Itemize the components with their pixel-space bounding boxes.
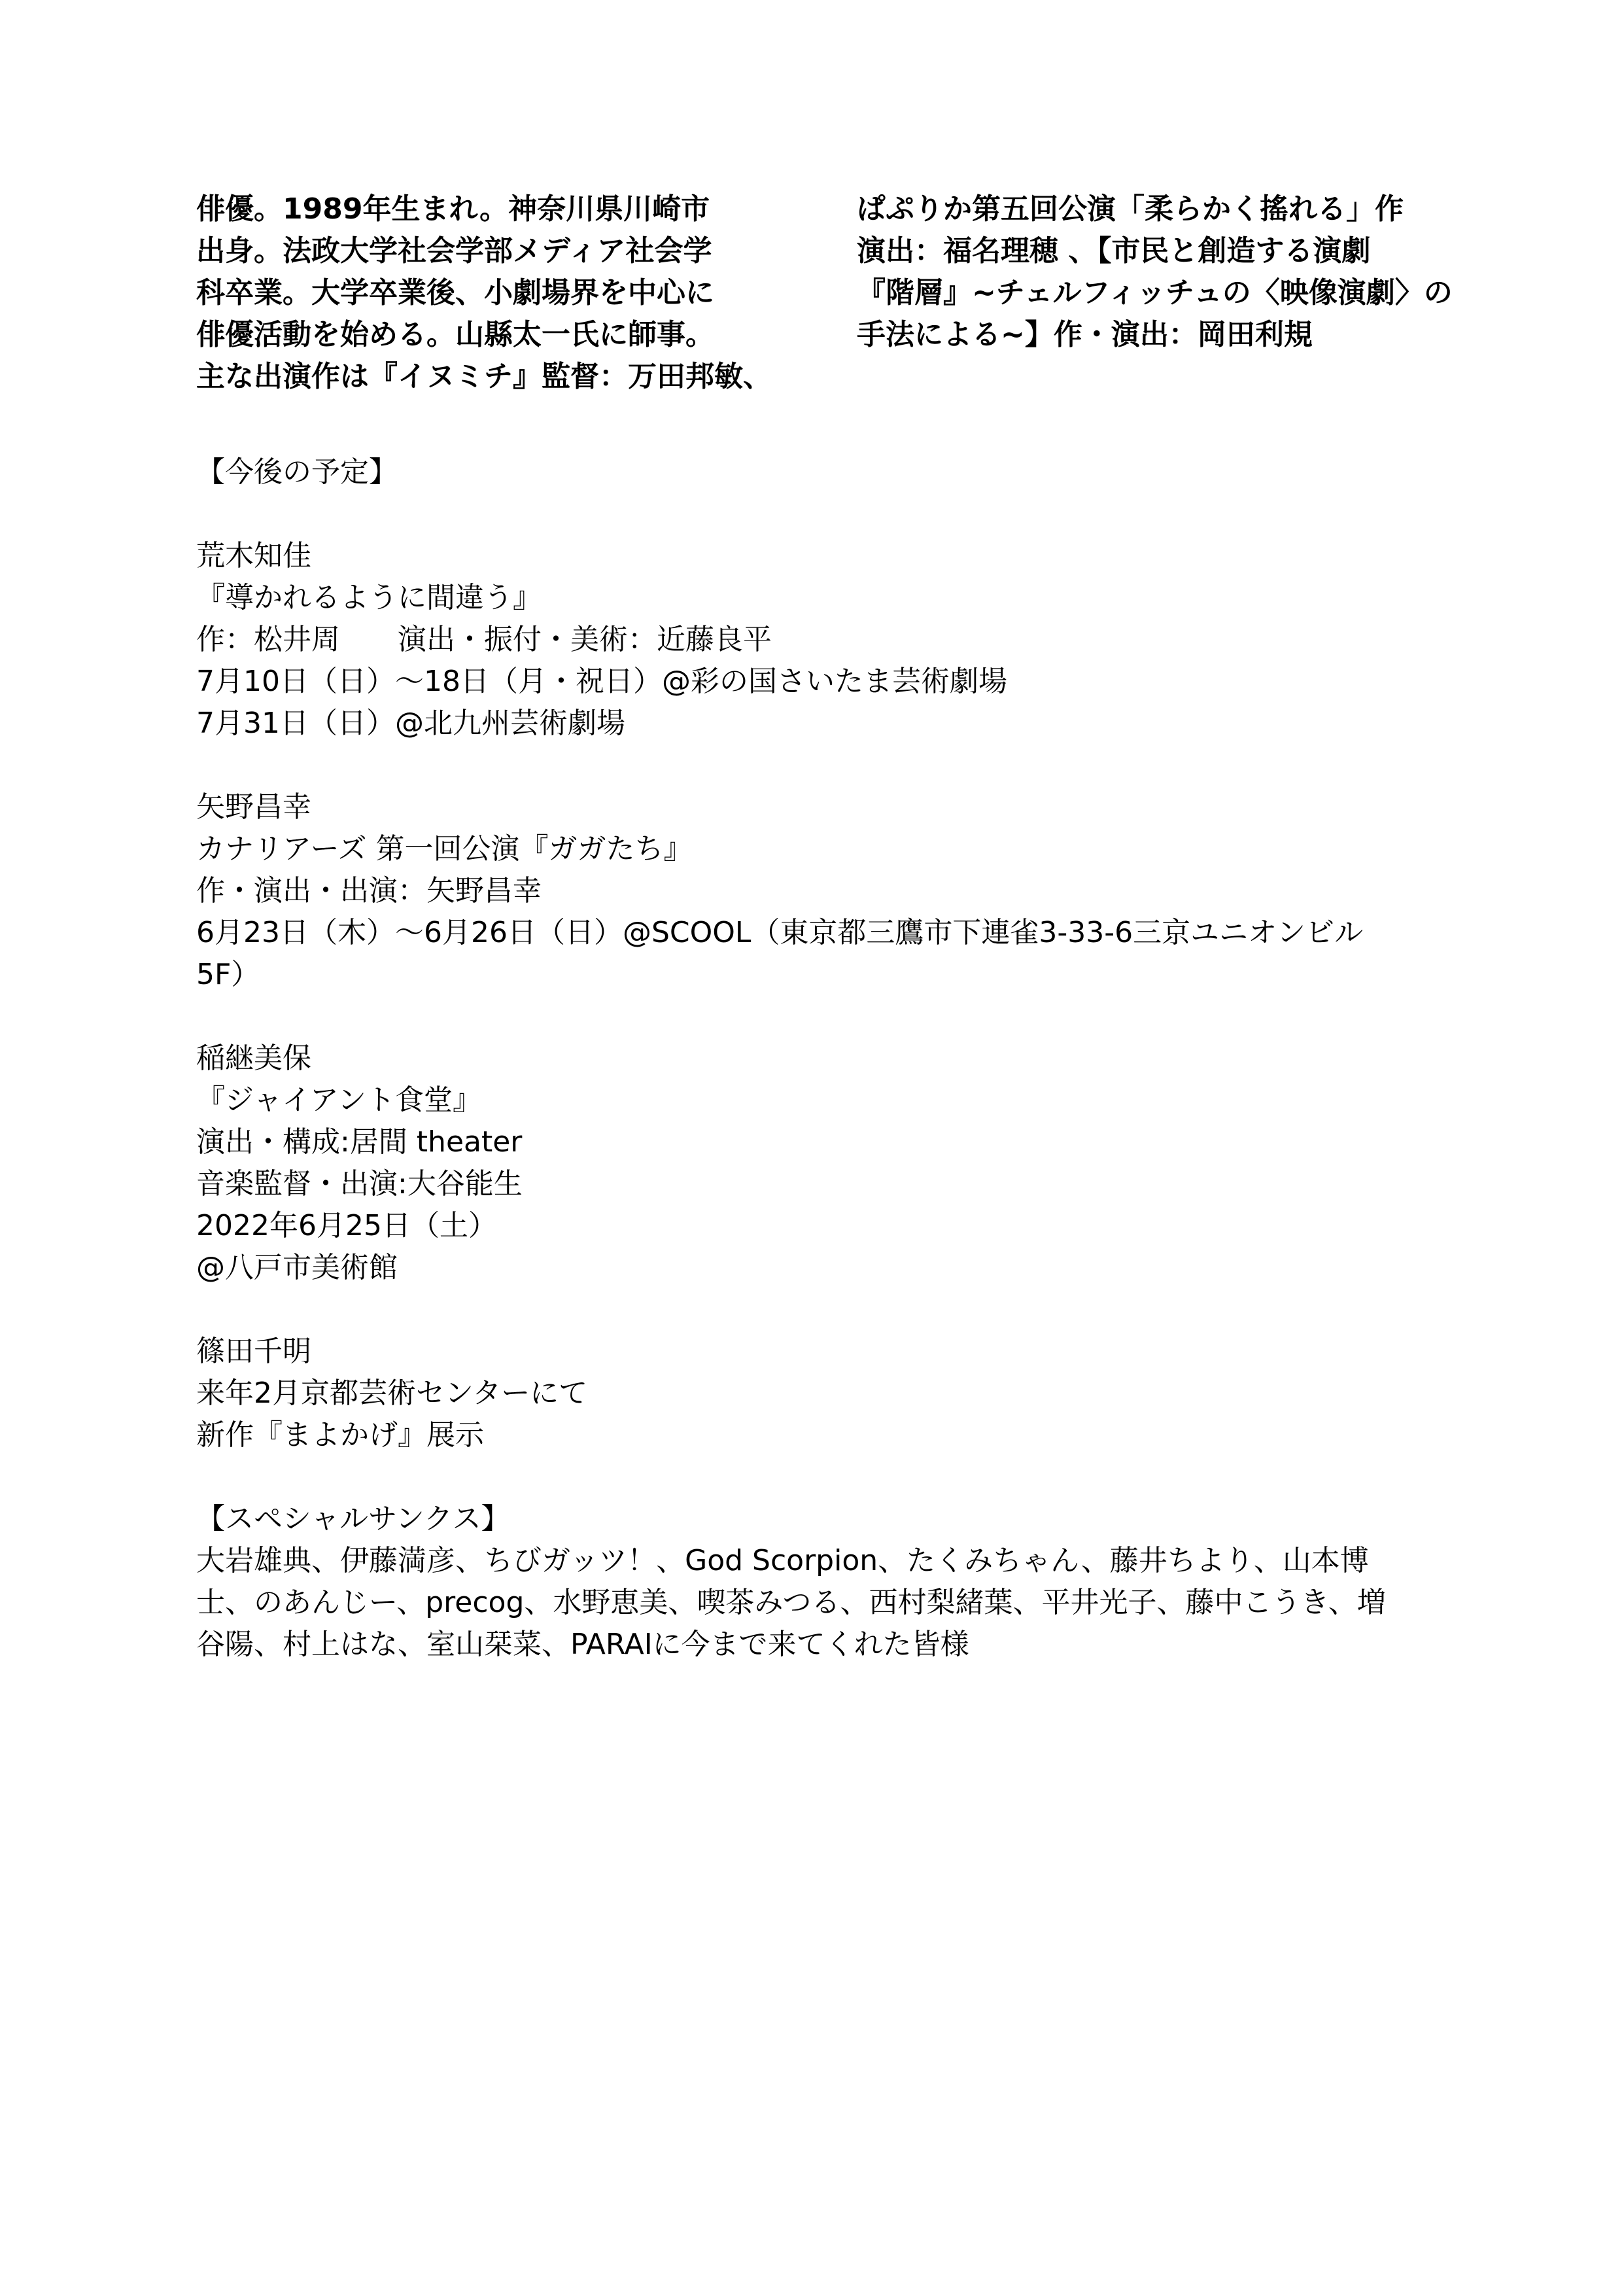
entry-line: 『導かれるように間違う』 [196, 581, 542, 614]
entry-line: カナリアーズ 第一回公演『ガガたち』 [196, 832, 693, 866]
performer-name: 矢野昌幸 [196, 790, 311, 824]
performer-name: 荒木知佳 [196, 539, 311, 572]
entry-line: 来年2月京都芸術センターにて [196, 1376, 588, 1410]
entry-line: 7月31日（日）@北九州芸術劇場 [196, 707, 625, 740]
bio-right-column [857, 188, 1453, 356]
bio-left-line: 俳優活動を始める。山縣太一氏に師事。 [196, 318, 714, 351]
main-body [196, 451, 1439, 1666]
thanks-line: 大岩雄典、伊藤満彦、ちびガッツ！、God Scorpion、たくみちゃん、藤井ちより、山本博 [196, 1544, 1369, 1577]
bio-left-column [196, 188, 785, 398]
entry-line: 6月23日（木）〜6月26日（日）@SCOOL（東京都三鷹市下連雀3-33-6三京ユニオンビル [196, 916, 1364, 949]
schedule-entry-shinoda [196, 1331, 1439, 1456]
schedule-entry-inatsugi [196, 1038, 1439, 1289]
entry-line: 7月10日（日）〜18日（月・祝日）@彩の国さいたま芸術劇場 [196, 665, 1007, 698]
entry-line: 『ジャイアント食堂』 [196, 1083, 482, 1117]
schedule-entry-yano [196, 786, 1439, 996]
schedule-heading: 【今後の予定】 [196, 455, 398, 489]
thanks-line: 士、のあんじー、precog、水野恵美、喫茶みつる、西村梨緒葉、平井光子、藤中こうき、増 [196, 1586, 1386, 1619]
entry-line: @八戸市美術館 [196, 1251, 398, 1284]
entry-line: 新作『まよかげ』展示 [196, 1418, 484, 1452]
bio-left-line: 出身。法政大学社会学部メディア社会学 [196, 234, 712, 268]
spacer [196, 1289, 1439, 1331]
bio-columns [196, 188, 1453, 444]
entry-line: 2022年6月25日（土） [196, 1209, 497, 1242]
performer-name: 篠田千明 [196, 1335, 311, 1368]
entry-line: 作・演出・出演：矢野昌幸 [196, 874, 542, 907]
thanks-line: 谷陽、村上はな、室山栞菜、PARAIに今まで来てくれた皆様 [196, 1628, 969, 1661]
bio-left-line: 主な出演作は『イヌミチ』監督：万田邦敏、 [196, 360, 772, 393]
performer-name: 稲継美保 [196, 1042, 311, 1075]
bio-right-line: 手法による~】作・演出：岡田利規 [857, 318, 1313, 351]
schedule-entry-araki [196, 535, 1439, 745]
spacer [196, 1456, 1439, 1498]
bio-right-line: ぱぷりか第五回公演「柔らかく搖れる」作 [857, 192, 1404, 226]
bio-left-line: 俳優。1989年生まれ。神奈川県川崎市 [196, 192, 710, 226]
entry-line: 5F） [196, 958, 260, 991]
thanks-heading: 【スペシャルサンクス】 [196, 1502, 510, 1535]
special-thanks [196, 1498, 1439, 1666]
spacer [196, 745, 1439, 786]
bio-left-line: 科卒業。大学卒業後、小劇場界を中心に [196, 276, 714, 309]
entry-line: 演出・構成:居間 theater [196, 1125, 523, 1159]
spacer [196, 493, 1439, 535]
entry-line: 音楽監督・出演:大谷能生 [196, 1167, 523, 1200]
bio-right-line: 演出：福名理穂 、【市民と創造する演劇 [857, 234, 1371, 268]
spacer [196, 996, 1439, 1038]
entry-line: 作：松井周 演出・振付・美術：近藤良平 [196, 623, 772, 656]
bio-right-line: 『階層』~チェルフィッチュの〈映像演劇〉の [857, 276, 1453, 309]
